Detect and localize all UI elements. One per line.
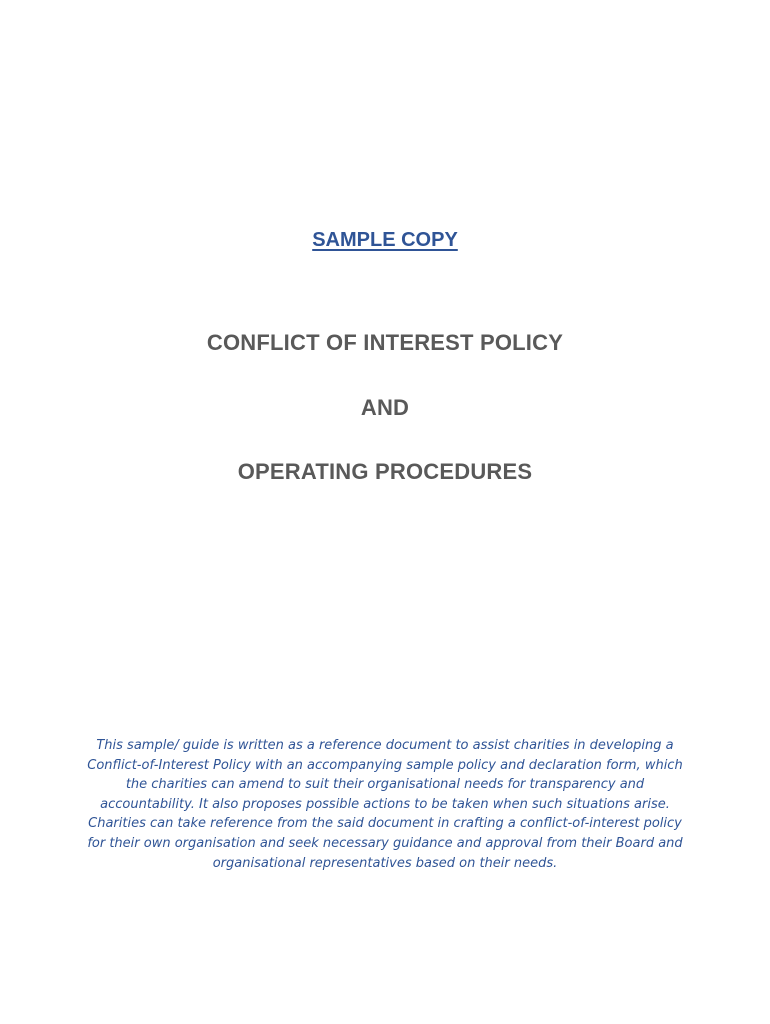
policy-title-line-2: AND	[360, 395, 410, 420]
document-description: This sample/ guide is written as a reference document to assist charities in developing a Conflict-of-Interest Policy with an accompanying sample policy and declaration form, which the charities can amend to suit their organisational needs for transparency and accountability. It also proposes possible actions to be taken when such situations arise. Charities can take reference from the said document in crafting a conflict-of-interest policy for their own organisation and seek necessary guidance and approval from their Board and organisational representatives based on their needs.	[87, 738, 683, 871]
policy-title-line-3: OPERATING PROCEDURES	[237, 459, 533, 484]
policy-title-line-1: CONFLICT OF INTEREST POLICY	[206, 330, 564, 355]
sample-copy-heading: SAMPLE COPY	[312, 229, 458, 251]
